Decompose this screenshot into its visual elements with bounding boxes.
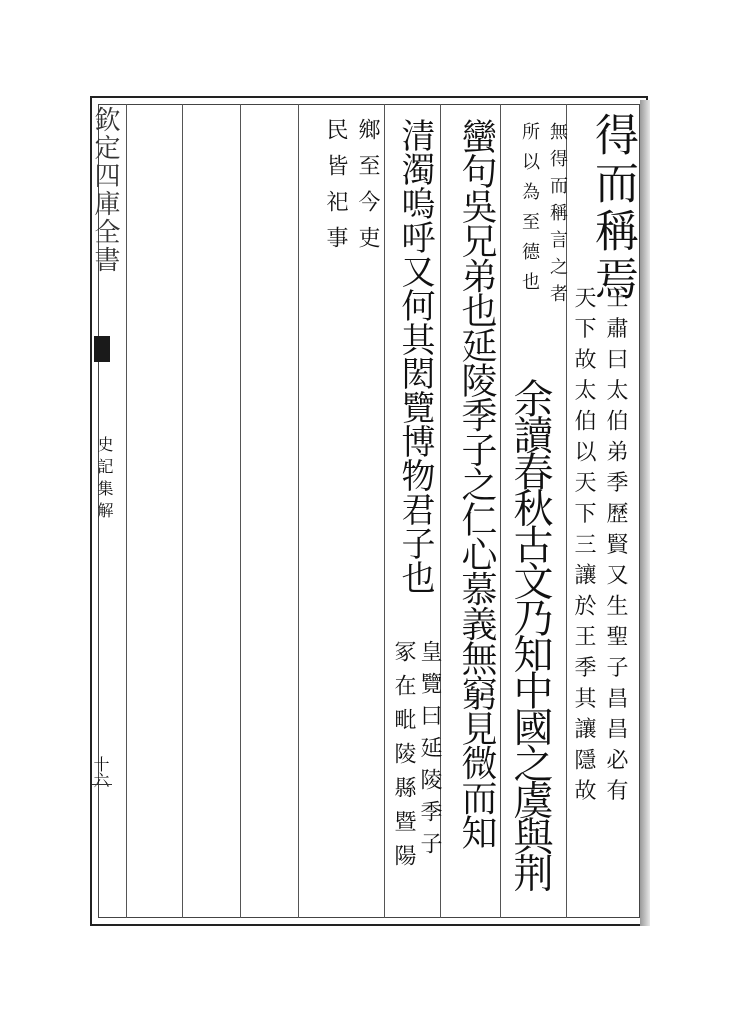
page-number-rule <box>92 784 112 785</box>
column-rule <box>182 104 183 918</box>
page-edge-shadow <box>640 100 650 926</box>
text-column-9-note: 民皆祀事 <box>323 118 348 262</box>
column-rule <box>500 104 501 918</box>
text-column-1-note: 王肅曰太伯弟季歷賢又生聖子昌昌必有 <box>603 286 628 810</box>
text-column-8-note: 鄉至今吏 <box>355 118 380 262</box>
column-rule <box>126 104 127 918</box>
text-column-5-main: 蠻句吳兄弟也延陵季子之仁心慕義無窮見微而知 <box>456 118 497 849</box>
text-column-2-note: 天下故太伯以天下三讓於王季其讓隱故 <box>571 286 596 810</box>
text-column-4-note: 所以為至德也 <box>519 122 540 302</box>
text-column-3-main: 余讀春秋古文乃知中國之虞與荆 <box>507 378 553 889</box>
text-column-7-note: 冢在毗陵縣暨陽 <box>391 640 416 878</box>
chapter-title: 史記集解 <box>95 436 114 524</box>
text-column-6-note: 皇覽曰延陵季子 <box>417 640 442 864</box>
fishtail-mark <box>94 336 110 362</box>
column-rule <box>298 104 299 918</box>
text-column-3-note: 無得而稱言之者 <box>547 122 568 311</box>
book-title: 欽定四庫全書 <box>90 106 120 274</box>
column-rule <box>384 104 385 918</box>
column-rule <box>240 104 241 918</box>
text-column-1-main: 得而稱焉 <box>587 112 638 304</box>
text-column-6-main: 清濁嗚呼又何其閎覽博物君子也 <box>395 118 435 594</box>
page-number: 十六 <box>91 756 110 788</box>
